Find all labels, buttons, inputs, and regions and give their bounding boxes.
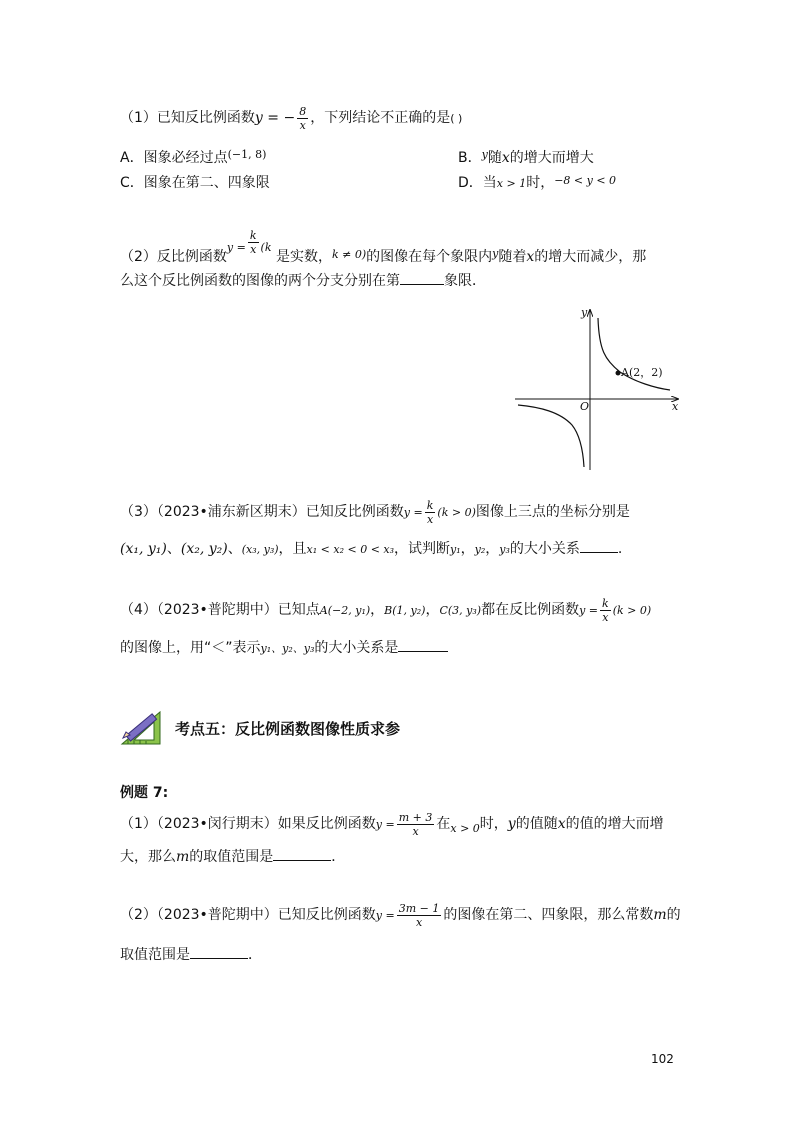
hyperbola-branch-q3: [518, 405, 584, 467]
q1-option-d-cond: x > 1: [496, 177, 527, 190]
example-q2-mid: 的图像在第二、四象限，那么常数: [443, 907, 654, 923]
example-q1-x: x: [557, 816, 566, 832]
q4-fraction-den: x: [602, 610, 609, 624]
example-q1-prefix: （1）（2023•闵行期末）如果反比例函数: [120, 816, 376, 832]
q4-fraction-num: k: [602, 596, 609, 610]
q4-fraction: [600, 597, 611, 624]
q2-answer-blank[interactable]: [400, 270, 444, 285]
q3-fraction-den: x: [426, 512, 434, 526]
q2-prefix: （2）反比例函数: [120, 249, 227, 265]
example-q2-line2: 取值范围是: [120, 947, 190, 963]
q4-comma-1: ，: [370, 602, 385, 618]
example-q2-line1: [120, 898, 681, 932]
q2-k-cond: k ≠ 0): [331, 248, 367, 261]
example-q1-fraction-num: m + 3: [398, 810, 433, 824]
q1-option-b-x: x: [501, 150, 510, 166]
q3-fraction-num: k: [426, 498, 434, 512]
q2-paren-open: (k: [260, 241, 272, 254]
q3-y3: y₃: [499, 543, 510, 556]
q2-mid3: 随着: [498, 249, 527, 265]
q1-option-d: [458, 172, 616, 192]
q2-formula-lhs: y =: [226, 241, 246, 254]
q2-mid2: 的图像在每个象限内: [366, 249, 493, 265]
q4-quote: “＜”: [204, 640, 233, 656]
example-q2-m: m: [653, 907, 667, 923]
q1-option-d-mid: 时，: [526, 175, 555, 191]
q1-option-d-range: −8 < y < 0: [554, 174, 617, 187]
q2-mid4: 的增大而减少，那: [534, 249, 647, 265]
q1-option-a-label: A．图象必经过点: [120, 150, 228, 166]
q4-comma-2: ，: [425, 602, 440, 618]
q2-line1: [120, 228, 646, 268]
q1-stem: [120, 103, 462, 133]
hyperbola-branch-q1: [598, 318, 670, 390]
example-q1-lhs: y =: [375, 818, 395, 831]
example-q1-tail: 的值的增大而增: [565, 816, 664, 832]
example-q2-line2: [120, 944, 262, 964]
q1-prefix: （1）已知反比例函数: [120, 110, 255, 126]
q3-line1: [120, 497, 630, 527]
example-q1-fraction: [397, 811, 435, 838]
point-a-label: A(2，2): [621, 366, 663, 379]
section-heading: 考点五：反比例函数图像性质求参: [175, 720, 401, 738]
example-q1-end: ．: [331, 849, 346, 865]
q3-suffix: 图像上三点的坐标分别是: [475, 504, 630, 520]
q3-sep-1: 、: [166, 541, 181, 557]
q3-formula-lhs: y =: [403, 506, 423, 519]
hyperbola-graph: [510, 300, 695, 475]
q3-mid2: ，试判断: [394, 541, 451, 557]
q1-fraction: [297, 105, 308, 132]
q4-answer-blank[interactable]: [398, 637, 448, 652]
q1-fraction-num: 8: [299, 104, 307, 118]
q3-mid: ，且: [278, 541, 307, 557]
q2-y: y: [492, 247, 499, 260]
q4-line2-a: 的图像上，用: [120, 640, 204, 656]
q1-option-b-text: 的增大而增大: [509, 150, 594, 166]
q1-option-b-mid: 随: [487, 150, 502, 166]
origin-label: O: [580, 400, 590, 413]
example-q1-y: y: [507, 816, 516, 832]
example-q2-lhs: y =: [375, 909, 395, 922]
q1-option-a: [120, 147, 266, 167]
q4-point-b: B(1, y₂): [384, 604, 426, 617]
q2-x: x: [526, 249, 535, 265]
x-axis-label: x: [672, 400, 679, 413]
q1-option-b-label: B．: [458, 150, 482, 166]
q3-answer-blank[interactable]: [580, 538, 618, 553]
q4-ys: y₁、y₂、y₃: [260, 642, 315, 655]
example-q2-tail: 的: [666, 907, 681, 923]
example-q1-mid: 在: [436, 816, 451, 832]
q4-mid: 都在反比例函数: [481, 602, 580, 618]
q3-line2: (x₁, y₁)、(x₂, y₂)、(x₃, y₃)，且x₁ < x₂ < 0 < x₃，试判断y₁，y₂，y₃的大小关系 .: [120, 537, 622, 561]
q1-option-c-text: C．图象在第二、四象限: [120, 175, 270, 191]
q1-option-b: [458, 147, 594, 167]
q3-comma-2: ，: [485, 541, 500, 557]
q1-option-a-point: (−1, 8): [227, 148, 267, 161]
q1-formula-lhs: y = −: [254, 110, 296, 126]
example-q2-fraction: [397, 902, 442, 929]
q1-suffix: ，下列结论不正确的是: [310, 110, 451, 126]
q2-line2: [120, 270, 486, 290]
q1-fraction-den: x: [299, 118, 306, 132]
q4-formula-lhs: y =: [579, 604, 599, 617]
q1-option-d-label: D．当: [458, 175, 497, 191]
q3-comma-1: ，: [460, 541, 475, 557]
q2-fraction-den: x: [250, 243, 257, 256]
q2-fraction-num: k: [249, 229, 257, 242]
example-q2-answer-blank[interactable]: [190, 944, 248, 959]
q3-fraction: [425, 499, 436, 526]
q4-line2-b: 表示: [232, 640, 261, 656]
example-q1-line2-b: 的取值范围是: [189, 849, 274, 865]
q3-tail: 的大小关系: [509, 541, 580, 557]
example-q1-line2-a: 大，那么: [120, 849, 176, 865]
q3-point-1: (x₁, y₁): [120, 541, 167, 557]
example-label: 例题 7:: [120, 785, 169, 801]
q4-line2-c: 的大小关系是: [314, 640, 399, 656]
q4-prefix: （4）（2023•普陀期中）已知点: [120, 602, 320, 618]
example-q2-end: ．: [248, 947, 262, 963]
q3-cond: (k > 0): [437, 506, 476, 519]
q1-answer-paren: ( ): [450, 112, 463, 125]
q1-option-b-y: y: [481, 148, 488, 161]
example-q1-fraction-den: x: [412, 824, 419, 838]
q2-fraction: [248, 229, 259, 256]
example-q1-mid3: 的值随: [515, 816, 558, 832]
example-q2-prefix: （2）（2023•普陀期中）已知反比例函数: [120, 907, 376, 923]
q4-point-c: C(3, y₃): [439, 604, 482, 617]
q3-point-2: (x₂, y₂): [180, 541, 228, 557]
example-q1-m: m: [176, 849, 190, 865]
example-q1-line1: [120, 807, 664, 841]
q3-order: x₁ < x₂ < 0 < x₃: [306, 543, 395, 556]
q3-point-3: (x₃, y₃): [241, 543, 279, 556]
ruler-pencil-icon: [120, 708, 162, 746]
q2-mid1: 是实数，: [275, 249, 332, 265]
example-q1-answer-blank[interactable]: [273, 846, 331, 861]
q4-cond: (k > 0): [612, 604, 652, 617]
q3-sep-2: 、: [227, 541, 242, 557]
q3-prefix: （3）（2023•浦东新区期末）已知反比例函数: [120, 504, 404, 520]
q1-option-c: [120, 172, 270, 192]
q3-y1: y₁: [450, 543, 461, 556]
page-number: 102: [651, 1052, 674, 1066]
point-a-marker: [616, 371, 621, 376]
example-q1-mid2: 时，: [479, 816, 508, 832]
q4-point-a: A(−2, y₁): [319, 604, 371, 617]
example-q1-cond: x > 0: [450, 822, 480, 835]
q4-line2: [120, 637, 448, 657]
q2-line2-b: 象限．: [444, 273, 486, 289]
q2-line2-a: 么这个反比例函数的图像的两个分支分别在第: [120, 273, 400, 289]
example-q1-line2: [120, 846, 345, 866]
example-q2-fraction-num: 3m − 1: [398, 901, 440, 915]
q4-line1: [120, 593, 651, 627]
example-q2-fraction-den: x: [415, 915, 423, 929]
y-axis-label: y: [581, 306, 588, 319]
q3-y2: y₂: [474, 543, 486, 556]
